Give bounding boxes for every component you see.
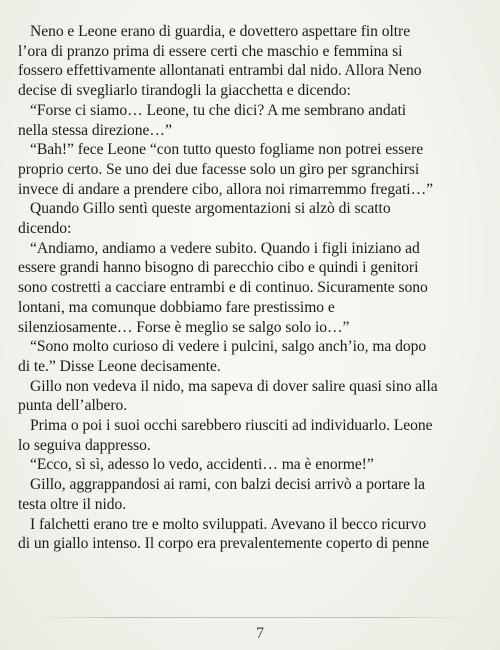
text-line: Quando Gillo sentì queste argomentazioni si alzò di scatto [30, 200, 391, 218]
text-line: decise di svegliarlo tirandogli la giacchetta e dicendo: [18, 82, 351, 100]
text-line: nella stessa direzione…” [18, 121, 172, 139]
text-line: “Bah!” fece Leone “con tutto questo fogliame non potrei essere [30, 141, 424, 159]
text-line: silenziosamente… Forse è meglio se salgo solo io…” [18, 318, 350, 336]
text-line: l’ora di pranzo prima di essere certi che maschio e femmina si [18, 42, 403, 60]
text-line: “Sono molto curioso di vedere i pulcini, salgo anch’io, ma dopo [30, 338, 427, 356]
text-line: Gillo, aggrappandosi ai rami, con balzi decisi arrivò a portare la [30, 476, 426, 494]
text-line: invece di andare a prendere cibo, allora noi rimarremmo fregati…” [18, 180, 433, 198]
text-line: punta dell’albero. [18, 397, 128, 415]
text-line: lontani, ma comunque dobbiamo fare prestissimo e [18, 298, 335, 316]
text-line: testa oltre il nido. [18, 495, 127, 513]
text-line: di te.” Disse Leone decisamente. [18, 357, 221, 375]
text-line: lo seguiva dappresso. [18, 436, 151, 454]
page-body-text [18, 22, 490, 554]
text-line: I falchetti erano tre e molto sviluppati. Avevano il becco ricurvo [30, 515, 427, 533]
text-line: proprio certo. Se uno dei due facesse solo un giro per sgranchirsi [18, 160, 420, 178]
text-line: “Andiamo, andiamo a vedere subito. Quando i figli iniziano ad [30, 239, 420, 257]
text-line: Neno e Leone erano di guardia, e dovettero aspettare fin oltre [30, 23, 411, 40]
text-line: Gillo non vedeva il nido, ma sapeva di dover salire quasi sino alla [30, 377, 438, 395]
text-line: fossero effettivamente allontanati entrambi dal nido. Allora Neno [18, 62, 422, 80]
footer-divider [36, 617, 468, 618]
text-line: “Ecco, sì sì, adesso lo vedo, accidenti… ma è enorme!” [30, 456, 374, 474]
page-number: 7 [256, 625, 264, 642]
text-line: essere grandi hanno bisogno di parecchio cibo e quindi i genitori [18, 259, 419, 277]
text-line: “Forse ci siamo… Leone, tu che dici? A me sembrano andati [30, 101, 407, 119]
text-line: di un giallo intenso. Il corpo era prevalentemente coperto di penne [18, 535, 430, 553]
text-line: Prima o poi i suoi occhi sarebbero riusciti ad individuarlo. Leone [30, 417, 433, 435]
text-line: sono costretti a cacciare entrambi e di continuo. Sicuramente sono [18, 279, 428, 297]
text-line: dicendo: [18, 220, 72, 238]
